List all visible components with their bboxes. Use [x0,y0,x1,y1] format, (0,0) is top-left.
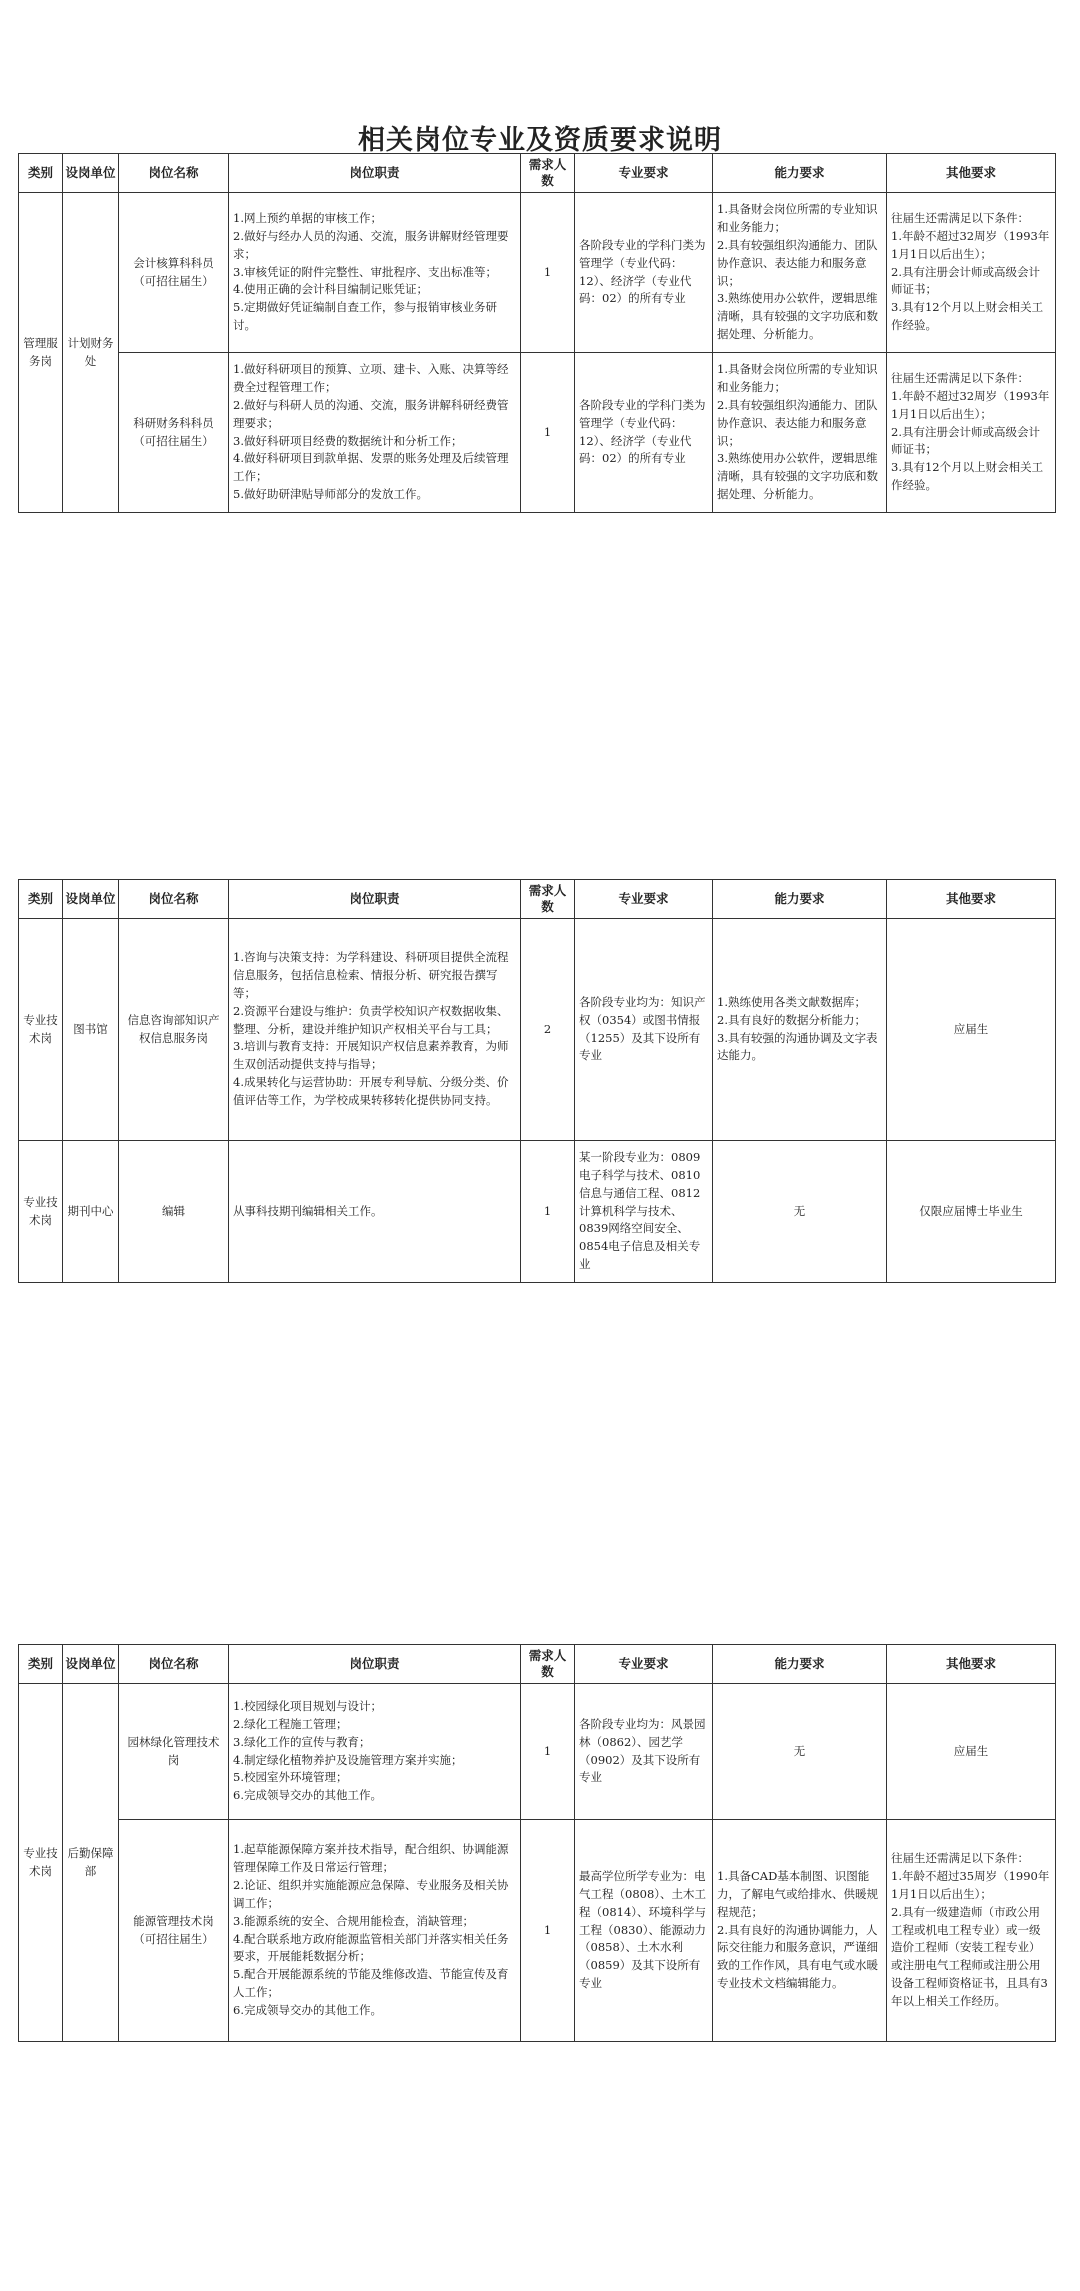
table-header-row [19,880,1056,919]
header-duties: 岗位职责 [229,880,521,919]
other-cell: 往届生还需满足以下条件： 1.年龄不超过32周岁（1993年1月1日以后出生）； 2.具有注册会计师或高级会计师证书； 3.具有12个月以上财会相关工作经验。 [887,193,1056,353]
ability-cell: 1.具备财会岗位所需的专业知识和业务能力； 2.具有较强组织沟通能力、团队协作意识、表达能力和服务意识； 3.熟练使用办公软件，逻辑思维清晰，具有较强的文字功底和数据处理、分析能力。 [713,353,887,513]
other-cell: 应届生 [887,1684,1056,1820]
table-section-2 [18,879,1056,1283]
header-count: 需求人数 [521,880,575,919]
header-position: 岗位名称 [119,1645,229,1684]
ability-cell: 无 [713,1141,887,1283]
duties-cell: 1.网上预约单据的审核工作； 2.做好与经办人员的沟通、交流，服务讲解财经管理要求； 3.审核凭证的附件完整性、审批程序、支出标准等； 4.使用正确的会计科目编制记账凭证； 5.定期做好凭证编制自查工作，参与报销审核业务研讨。 [229,193,521,353]
header-unit: 设岗单位 [63,154,119,193]
ability-cell: 1.熟练使用各类文献数据库； 2.具有良好的数据分析能力； 3.具有较强的沟通协调及文字表达能力。 [713,919,887,1141]
duties-cell: 从事科技期刊编辑相关工作。 [229,1141,521,1283]
unit-cell: 图书馆 [63,919,119,1141]
header-position: 岗位名称 [119,154,229,193]
duties-cell: 1.起草能源保障方案并技术指导，配合组织、协调能源管理保障工作及日常运行管理； 2.论证、组织并实施能源应急保障、专业服务及相关协调工作； 3.能源系统的安全、合规用能检查，消缺管理； 4.配合联系地方政府能源监管相关部门并落实相关任务要求，开展能耗数据分析； 5.配合开展能源系统的节能及维修改造、节能宣传及育人工作； 6.完成领导交办的其他工作。 [229,1820,521,2042]
page-title: 相关岗位专业及资质要求说明 [358,125,722,156]
header-count: 需求人数 [521,1645,575,1684]
position-cell: 能源管理技术岗（可招往届生） [119,1820,229,2042]
ability-cell: 无 [713,1684,887,1820]
category-cell: 专业技术岗 [19,1141,63,1283]
header-category: 类别 [19,880,63,919]
duties-cell: 1.咨询与决策支持：为学科建设、科研项目提供全流程信息服务，包括信息检索、情报分析、研究报告撰写等； 2.资源平台建设与维护：负责学校知识产权数据收集、整理、分析，建设并维护知识产权相关平台与工具； 3.培训与教育支持：开展知识产权信息素养教育，为师生双创活动提供支持与指导； 4.成果转化与运营协助：开展专利导航、分级分类、价值评估等工作，为学校成果转移转化提供协同支持。 [229,919,521,1141]
other-cell: 仅限应届博士毕业生 [887,1141,1056,1283]
other-cell: 往届生还需满足以下条件： 1.年龄不超过35周岁（1990年1月1日以后出生）； 2.具有一级建造师（市政公用工程或机电工程专业）或一级造价工程师（安装工程专业）或注册电气工程师或注册公用设备工程师资格证书，且具有3年以上相关工作经历。 [887,1820,1056,2042]
count-cell: 1 [521,1820,575,2042]
duties-cell: 1.校园绿化项目规划与设计； 2.绿化工程施工管理； 3.绿化工作的宣传与教育； 4.制定绿化植物养护及设施管理方案并实施； 5.校园室外环境管理； 6.完成领导交办的其他工作。 [229,1684,521,1820]
header-ability: 能力要求 [713,1645,887,1684]
table-section-3 [18,1644,1056,2042]
count-cell: 1 [521,193,575,353]
table-row [19,193,1056,353]
header-major: 专业要求 [575,880,713,919]
ability-cell: 1.具备财会岗位所需的专业知识和业务能力； 2.具有较强组织沟通能力、团队协作意识、表达能力和服务意识； 3.熟练使用办公软件，逻辑思维清晰，具有较强的文字功底和数据处理、分析能力。 [713,193,887,353]
ability-cell: 1.具备CAD基本制图、识图能力，了解电气或给排水、供暖规程规范； 2.具有良好的沟通协调能力，人际交往能力和服务意识，严谨细致的工作作风，具有电气或水暖专业技术文档编辑能力。 [713,1820,887,2042]
table-row [19,1684,1056,1820]
header-category: 类别 [19,1645,63,1684]
table-section-1 [18,153,1056,513]
major-cell: 各阶段专业均为：风景园林（0862）、园艺学（0902）及其下设所有专业 [575,1684,713,1820]
header-other: 其他要求 [887,154,1056,193]
header-position: 岗位名称 [119,880,229,919]
count-cell: 1 [521,353,575,513]
position-cell: 园林绿化管理技术岗 [119,1684,229,1820]
other-cell: 应届生 [887,919,1056,1141]
major-cell: 各阶段专业的学科门类为管理学（专业代码：12）、经济学（专业代码：02）的所有专业 [575,193,713,353]
header-other: 其他要求 [887,1645,1056,1684]
table-row [19,1820,1056,2042]
category-cell: 专业技术岗 [19,919,63,1141]
header-ability: 能力要求 [713,154,887,193]
major-cell: 最高学位所学专业为：电气工程（0808）、土木工程（0814）、环境科学与工程（0830）、能源动力（0858）、土木水利（0859）及其下设所有专业 [575,1820,713,2042]
position-cell: 信息咨询部知识产权信息服务岗 [119,919,229,1141]
unit-cell: 后勤保障部 [63,1684,119,2042]
count-cell: 1 [521,1141,575,1283]
header-major: 专业要求 [575,1645,713,1684]
major-cell: 某一阶段专业为：0809电子科学与技术、0810信息与通信工程、0812计算机科学与技术、0839网络空间安全、0854电子信息及相关专业 [575,1141,713,1283]
other-cell: 往届生还需满足以下条件： 1.年龄不超过32周岁（1993年1月1日以后出生）； 2.具有注册会计师或高级会计师证书； 3.具有12个月以上财会相关工作经验。 [887,353,1056,513]
major-cell: 各阶段专业的学科门类为管理学（专业代码：12）、经济学（专业代码：02）的所有专业 [575,353,713,513]
table-header-row [19,154,1056,193]
unit-cell: 期刊中心 [63,1141,119,1283]
header-unit: 设岗单位 [63,1645,119,1684]
header-unit: 设岗单位 [63,880,119,919]
header-count: 需求人数 [521,154,575,193]
header-other: 其他要求 [887,880,1056,919]
position-cell: 编辑 [119,1141,229,1283]
category-cell: 管理服务岗 [19,193,63,513]
table-header-row [19,1645,1056,1684]
header-major: 专业要求 [575,154,713,193]
header-duties: 岗位职责 [229,1645,521,1684]
header-ability: 能力要求 [713,880,887,919]
category-cell: 专业技术岗 [19,1684,63,2042]
table-row [19,353,1056,513]
header-duties: 岗位职责 [229,154,521,193]
duties-cell: 1.做好科研项目的预算、立项、建卡、入账、决算等经费全过程管理工作； 2.做好与科研人员的沟通、交流，服务讲解科研经费管理要求； 3.做好科研项目经费的数据统计和分析工作； 4.做好科研项目到款单据、发票的账务处理及后续管理工作； 5.做好助研津贴导师部分的发放工作。 [229,353,521,513]
count-cell: 2 [521,919,575,1141]
header-category: 类别 [19,154,63,193]
table-row [19,919,1056,1141]
table-row [19,1141,1056,1283]
unit-cell: 计划财务处 [63,193,119,513]
count-cell: 1 [521,1684,575,1820]
major-cell: 各阶段专业均为：知识产权（0354）或图书情报（1255）及其下设所有专业 [575,919,713,1141]
position-cell: 科研财务科科员（可招往届生） [119,353,229,513]
position-cell: 会计核算科科员（可招往届生） [119,193,229,353]
